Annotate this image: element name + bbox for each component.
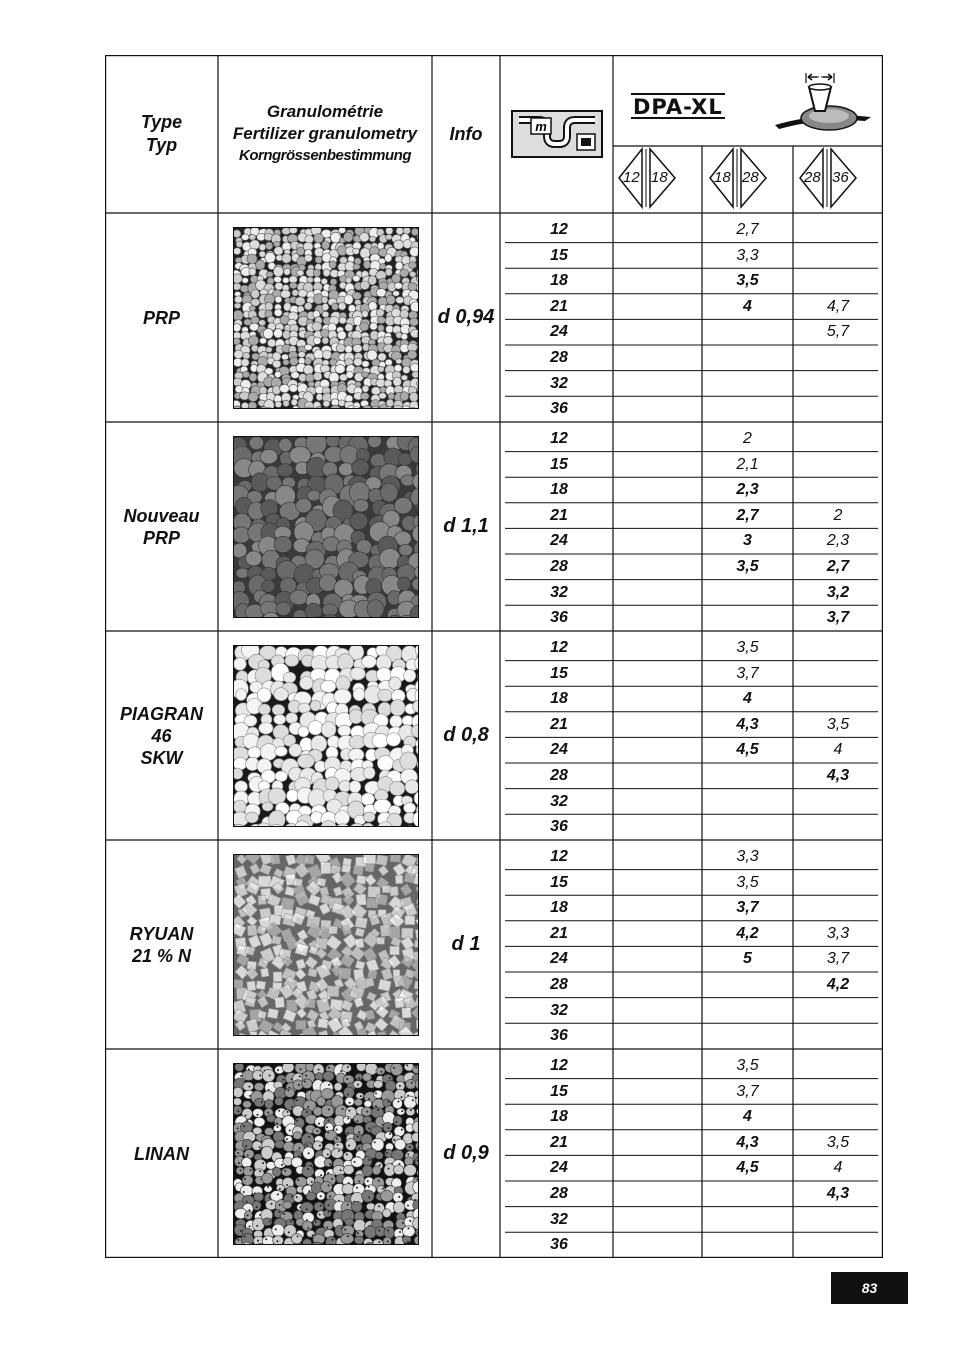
working-width: 12 — [550, 430, 568, 447]
disc-range-low: 28 — [804, 169, 821, 186]
working-width: 24 — [550, 323, 568, 341]
table-row — [505, 243, 883, 269]
table-row — [505, 1155, 883, 1181]
setting-disc-12-18 — [613, 1155, 702, 1181]
setting-disc-28-36 — [793, 998, 883, 1024]
table-row — [505, 763, 883, 789]
setting-disc-12-18 — [613, 789, 702, 815]
setting-disc-12-18 — [613, 217, 702, 243]
setting-disc-18-28: 3,3 — [736, 848, 759, 865]
setting-disc-12-18 — [613, 635, 702, 661]
setting-disc-12-18 — [613, 1232, 702, 1258]
setting-disc-18-28 — [702, 1232, 793, 1258]
working-width: 36 — [550, 818, 568, 836]
table-row — [505, 870, 883, 896]
working-width: 15 — [550, 1082, 568, 1100]
setting-disc-12-18 — [613, 661, 702, 687]
setting-disc-28-36: 3,2 — [826, 583, 850, 601]
setting-disc-28-36 — [793, 1079, 883, 1105]
fertilizer-name — [105, 1049, 218, 1258]
setting-disc-18-28: 3,5 — [736, 1057, 759, 1074]
disc-range-12-18 — [617, 147, 677, 209]
granule-photo — [233, 854, 419, 1036]
header-granulometry-de: Korngrössenbestimmung — [238, 147, 412, 164]
setting-disc-18-28: 4,3 — [736, 1133, 759, 1151]
setting-disc-28-36 — [793, 661, 883, 687]
working-width: 18 — [550, 899, 568, 917]
setting-disc-12-18 — [613, 946, 702, 972]
table-row — [505, 477, 883, 503]
fertilizer-settings-table — [105, 55, 883, 1258]
disc-range-low: 18 — [714, 169, 731, 186]
setting-disc-12-18 — [613, 268, 702, 294]
working-width: 24 — [550, 1159, 568, 1177]
setting-disc-18-28: 4,5 — [736, 741, 759, 759]
setting-disc-28-36 — [793, 477, 883, 503]
fertilizer-name — [105, 422, 218, 631]
table-row — [505, 946, 883, 972]
setting-disc-12-18 — [613, 870, 702, 896]
working-width: 36 — [550, 400, 568, 418]
setting-disc-18-28: 3,7 — [736, 1082, 759, 1100]
setting-disc-18-28: 4 — [743, 690, 752, 708]
table-row — [505, 1130, 883, 1156]
table-row — [505, 789, 883, 815]
setting-disc-12-18 — [613, 998, 702, 1024]
disc-range-high: 18 — [651, 169, 668, 186]
setting-disc-18-28: 4,2 — [736, 924, 759, 942]
setting-disc-28-36: 3,7 — [826, 950, 850, 968]
setting-disc-28-36 — [793, 217, 883, 243]
fertilizer-name-line: Nouveau — [123, 505, 200, 526]
setting-disc-18-28: 4 — [743, 297, 752, 315]
fertilizer-name-line: SKW — [140, 747, 183, 768]
setting-disc-18-28 — [702, 580, 793, 606]
working-width: 32 — [550, 1001, 568, 1019]
setting-disc-28-36 — [793, 1232, 883, 1258]
setting-disc-12-18 — [613, 294, 702, 320]
setting-disc-18-28: 3,5 — [736, 639, 759, 656]
disc-range-28-36 — [798, 147, 858, 209]
setting-disc-28-36 — [793, 371, 883, 397]
setting-disc-12-18 — [613, 319, 702, 345]
working-width: 18 — [550, 690, 568, 708]
setting-disc-28-36 — [793, 1023, 883, 1049]
setting-disc-18-28: 2 — [743, 430, 752, 447]
fertilizer-name-line: 21 % N — [131, 945, 192, 966]
granule-photo — [233, 1063, 419, 1245]
setting-disc-12-18 — [613, 844, 702, 870]
setting-disc-28-36 — [793, 268, 883, 294]
density-value: d 0,9 — [443, 1142, 489, 1164]
fertilizer-name-line: LINAN — [134, 1143, 189, 1164]
header-granulometry-fr: Granulométrie — [266, 102, 384, 121]
granule-photo — [233, 227, 419, 409]
table-row — [505, 1079, 883, 1105]
setting-disc-12-18 — [613, 737, 702, 763]
working-width: 32 — [550, 792, 568, 810]
table-row — [505, 426, 883, 452]
setting-disc-18-28 — [702, 814, 793, 840]
setting-disc-28-36 — [793, 814, 883, 840]
setting-disc-18-28 — [702, 396, 793, 422]
setting-disc-18-28: 4,3 — [736, 715, 759, 733]
setting-disc-18-28: 2,1 — [736, 455, 759, 473]
fertilizer-name-line: PRP — [142, 527, 180, 548]
header-type-line-1: Type — [140, 112, 183, 132]
setting-disc-18-28 — [702, 789, 793, 815]
table-row — [505, 1104, 883, 1130]
setting-disc-12-18 — [613, 895, 702, 921]
setting-disc-28-36: 2,3 — [826, 532, 850, 550]
table-row — [505, 635, 883, 661]
disc-range-high: 36 — [832, 169, 849, 186]
table-row — [505, 814, 883, 840]
density-value: d 0,8 — [443, 724, 489, 746]
setting-disc-18-28 — [702, 998, 793, 1024]
working-width: 12 — [550, 1057, 568, 1074]
fertilizer-name-line: PRP — [142, 307, 180, 328]
table-row — [505, 580, 883, 606]
working-width: 12 — [550, 639, 568, 656]
working-width: 15 — [550, 664, 568, 682]
setting-disc-28-36 — [793, 243, 883, 269]
setting-disc-18-28: 3,3 — [736, 246, 759, 264]
setting-disc-28-36 — [793, 1053, 883, 1079]
setting-disc-18-28 — [702, 345, 793, 371]
setting-disc-18-28: 4 — [743, 1108, 752, 1126]
table-row — [505, 737, 883, 763]
setting-disc-28-36: 3,5 — [826, 715, 850, 733]
working-width: 24 — [550, 532, 568, 550]
working-width: 32 — [550, 1210, 568, 1228]
setting-disc-12-18 — [613, 1023, 702, 1049]
setting-disc-18-28: 3,7 — [736, 664, 759, 682]
fertilizer-name-line: RYUAN — [129, 923, 194, 944]
table-row — [505, 1232, 883, 1258]
setting-disc-28-36 — [793, 895, 883, 921]
header-granulometry — [218, 55, 432, 213]
working-width: 28 — [550, 1185, 568, 1202]
table-row — [505, 396, 883, 422]
working-width: 15 — [550, 455, 568, 473]
setting-disc-12-18 — [613, 814, 702, 840]
granule-photo — [233, 645, 419, 827]
setting-disc-18-28 — [702, 371, 793, 397]
working-width: 36 — [550, 1027, 568, 1045]
working-width: 32 — [550, 374, 568, 392]
setting-disc-12-18 — [613, 580, 702, 606]
working-width: 21 — [550, 1133, 568, 1151]
setting-disc-28-36: 4 — [833, 741, 843, 759]
setting-disc-18-28: 4,5 — [736, 1159, 759, 1177]
setting-disc-12-18 — [613, 686, 702, 712]
setting-disc-18-28 — [702, 763, 793, 789]
working-width: 12 — [550, 221, 568, 238]
setting-disc-12-18 — [613, 243, 702, 269]
setting-disc-28-36: 3,5 — [826, 1133, 850, 1151]
setting-disc-18-28 — [702, 1181, 793, 1207]
fertilizer-name-line: 46 — [151, 725, 172, 746]
setting-disc-18-28: 3 — [743, 532, 752, 550]
density-value: d 0,94 — [437, 306, 495, 328]
table-row — [505, 998, 883, 1024]
setting-disc-28-36 — [793, 686, 883, 712]
setting-disc-18-28: 3,5 — [736, 873, 759, 891]
setting-disc-28-36 — [793, 789, 883, 815]
setting-disc-18-28: 5 — [743, 950, 752, 968]
table-row — [505, 895, 883, 921]
setting-disc-28-36 — [793, 426, 883, 452]
table-row — [505, 554, 883, 580]
working-width: 21 — [550, 506, 568, 524]
working-width-icon — [511, 110, 603, 158]
header-granulometry-en: Fertilizer granulometry — [232, 124, 418, 143]
table-row — [505, 371, 883, 397]
setting-disc-28-36 — [793, 844, 883, 870]
table-row — [505, 686, 883, 712]
setting-disc-12-18 — [613, 605, 702, 631]
setting-disc-12-18 — [613, 1181, 702, 1207]
fertilizer-name — [105, 631, 218, 840]
setting-disc-12-18 — [613, 503, 702, 529]
table-row — [505, 972, 883, 998]
setting-disc-28-36: 4,3 — [826, 1185, 850, 1202]
setting-disc-12-18 — [613, 712, 702, 738]
working-width: 18 — [550, 1108, 568, 1126]
working-width: 18 — [550, 481, 568, 499]
header-info: Info — [449, 123, 483, 144]
working-width-icon-cell — [500, 55, 613, 213]
header-type — [105, 55, 218, 213]
setting-disc-28-36 — [793, 635, 883, 661]
working-width: 21 — [550, 924, 568, 942]
density-value: d 1,1 — [443, 515, 489, 537]
working-width: 18 — [550, 272, 568, 290]
table-row — [505, 1207, 883, 1233]
setting-disc-28-36: 3,7 — [826, 609, 850, 627]
working-width: 28 — [550, 767, 568, 784]
setting-disc-28-36: 5,7 — [826, 323, 850, 341]
setting-disc-12-18 — [613, 1130, 702, 1156]
table-row — [505, 268, 883, 294]
setting-disc-12-18 — [613, 972, 702, 998]
setting-disc-12-18 — [613, 1079, 702, 1105]
table-row — [505, 452, 883, 478]
setting-disc-12-18 — [613, 554, 702, 580]
table-row — [505, 528, 883, 554]
working-width: 15 — [550, 873, 568, 891]
working-width: 15 — [550, 246, 568, 264]
working-width: 24 — [550, 741, 568, 759]
setting-disc-28-36: 3,3 — [826, 924, 850, 942]
setting-disc-18-28 — [702, 605, 793, 631]
table-row — [505, 1023, 883, 1049]
table-row — [505, 1181, 883, 1207]
setting-disc-28-36 — [793, 1207, 883, 1233]
working-width: 36 — [550, 1236, 568, 1254]
setting-disc-18-28: 2,7 — [736, 221, 759, 238]
setting-disc-18-28 — [702, 972, 793, 998]
disc-range-18-28 — [708, 147, 768, 209]
setting-disc-18-28: 2,7 — [736, 506, 759, 524]
setting-disc-28-36: 4,7 — [826, 297, 850, 315]
table-row — [505, 921, 883, 947]
page-number: 83 — [831, 1272, 908, 1304]
setting-disc-12-18 — [613, 1104, 702, 1130]
setting-disc-12-18 — [613, 528, 702, 554]
density-value: d 1 — [451, 933, 481, 955]
setting-disc-28-36 — [793, 345, 883, 371]
table-row — [505, 661, 883, 687]
setting-disc-28-36 — [793, 870, 883, 896]
setting-disc-12-18 — [613, 426, 702, 452]
working-width: 24 — [550, 950, 568, 968]
table-row — [505, 844, 883, 870]
working-width: 12 — [550, 848, 568, 865]
setting-disc-28-36: 2,7 — [826, 558, 850, 575]
table-row — [505, 294, 883, 320]
setting-disc-18-28: 2,3 — [736, 481, 759, 499]
header-type-line-2: Typ — [145, 135, 178, 155]
working-width: 21 — [550, 297, 568, 315]
setting-disc-18-28: 3,5 — [736, 272, 759, 290]
setting-disc-12-18 — [613, 345, 702, 371]
disc-range-low: 12 — [623, 169, 640, 186]
working-width: 28 — [550, 976, 568, 993]
setting-disc-18-28 — [702, 319, 793, 345]
disc-range-high: 28 — [742, 169, 759, 186]
setting-disc-28-36 — [793, 396, 883, 422]
working-width: 21 — [550, 715, 568, 733]
icon-letter: m — [534, 119, 547, 134]
setting-disc-12-18 — [613, 477, 702, 503]
spreading-disc-icon — [773, 67, 873, 142]
working-width: 28 — [550, 558, 568, 575]
fertilizer-name — [105, 840, 218, 1049]
setting-disc-18-28: 3,5 — [736, 558, 759, 575]
setting-disc-28-36: 2 — [833, 506, 843, 524]
setting-disc-28-36: 4,3 — [826, 767, 850, 784]
table-row — [505, 319, 883, 345]
granule-photo — [233, 436, 419, 618]
setting-disc-18-28: 3,7 — [736, 899, 759, 917]
setting-disc-28-36: 4,2 — [826, 976, 850, 993]
table-row — [505, 712, 883, 738]
model-name: DPA-XL — [633, 95, 723, 119]
setting-disc-18-28 — [702, 1023, 793, 1049]
setting-disc-28-36 — [793, 452, 883, 478]
setting-disc-18-28 — [702, 1207, 793, 1233]
fertilizer-name — [105, 213, 218, 422]
table-row — [505, 503, 883, 529]
fertilizer-name-line: PIAGRAN — [119, 703, 203, 724]
setting-disc-12-18 — [613, 452, 702, 478]
setting-disc-12-18 — [613, 1053, 702, 1079]
working-width: 32 — [550, 583, 568, 601]
setting-disc-12-18 — [613, 763, 702, 789]
setting-disc-28-36 — [793, 1104, 883, 1130]
table-row — [505, 1053, 883, 1079]
setting-disc-12-18 — [613, 921, 702, 947]
table-row — [505, 217, 883, 243]
table-row — [505, 345, 883, 371]
working-width: 36 — [550, 609, 568, 627]
setting-disc-12-18 — [613, 1207, 702, 1233]
setting-disc-28-36: 4 — [833, 1159, 843, 1177]
table-row — [505, 605, 883, 631]
setting-disc-12-18 — [613, 396, 702, 422]
working-width: 28 — [550, 349, 568, 366]
setting-disc-12-18 — [613, 371, 702, 397]
